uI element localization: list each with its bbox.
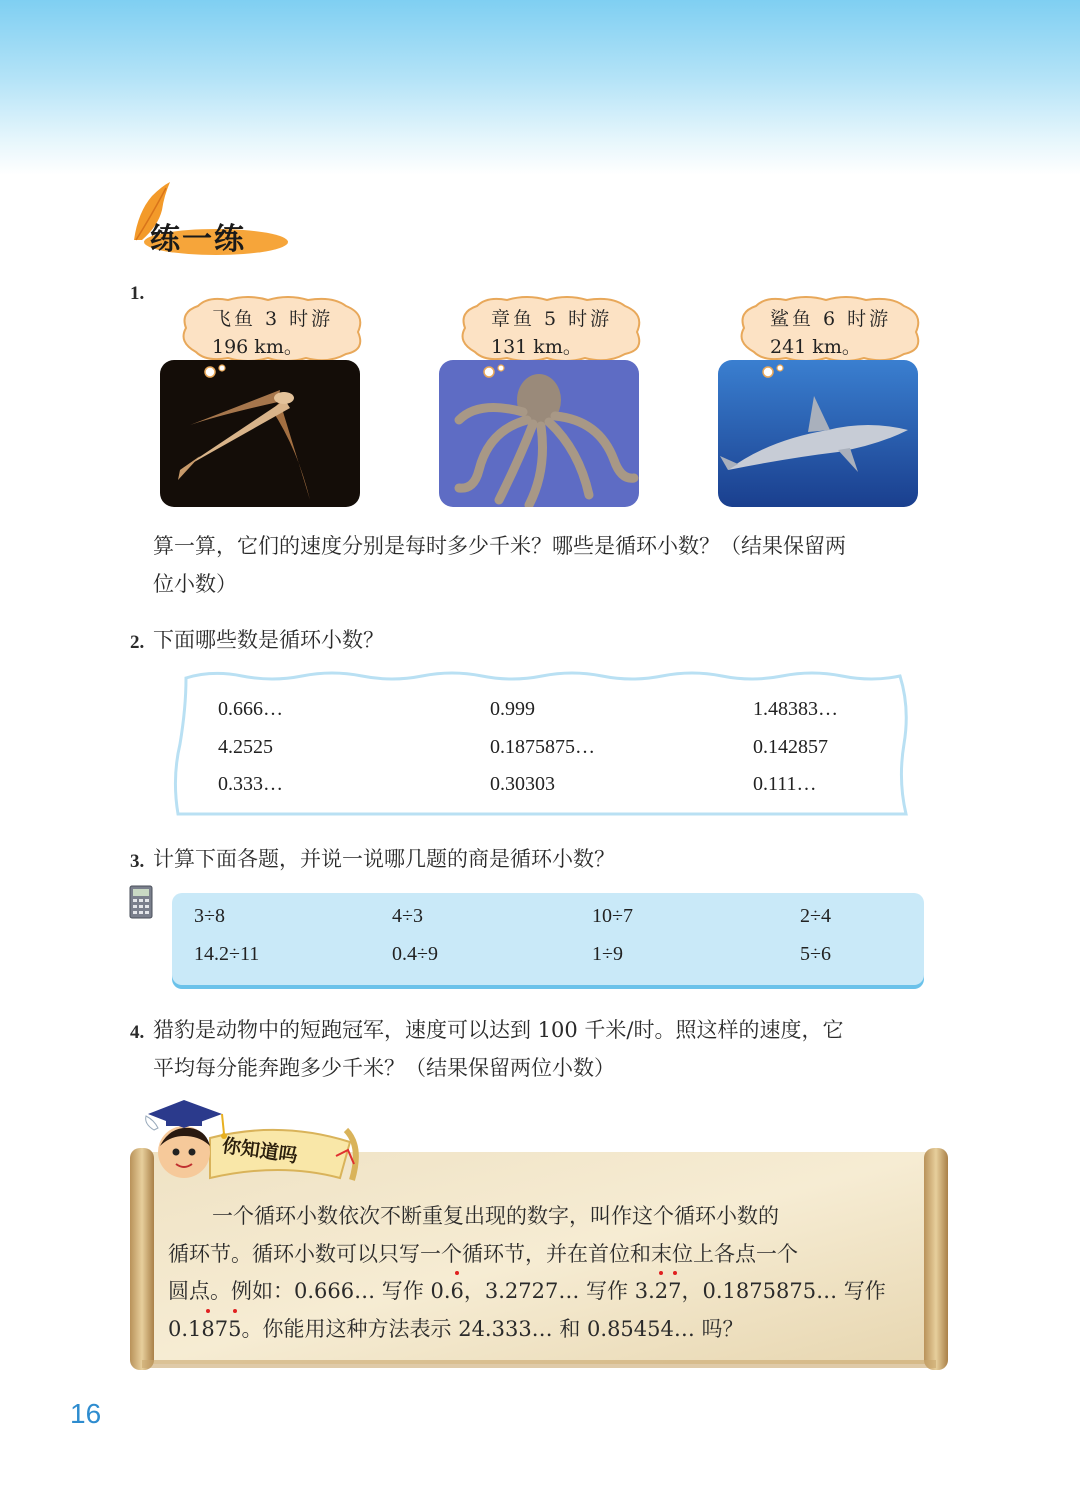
dyk-line-4-c: 。你能用这种方法表示 24.333… 和 0.85454… 吗？ (241, 1316, 744, 1341)
did-you-know-text (168, 1198, 913, 1348)
dyk-line-3-b: ，3.2727… 写作 3. (463, 1279, 655, 1303)
bubble-line-1: 鲨鱼 6 时游 (770, 308, 892, 330)
shark-image (718, 360, 918, 507)
bubble-line-1: 飞鱼 3 时游 (212, 308, 334, 330)
decimal-item: 0.142857 (753, 736, 828, 758)
question-1-line-1: 算一算，它们的速度分别是每时多少千米？哪些是循环小数？（结果保留两 (153, 534, 846, 558)
dyk-line-4 (168, 1311, 913, 1349)
division-problem: 2÷4 (800, 905, 831, 927)
dyk-line-4-a: 0.1 (168, 1316, 202, 1341)
question-1-text (153, 527, 953, 603)
page-number: 16 (70, 1398, 102, 1429)
header-band (0, 0, 1080, 175)
bubble-line-1: 章鱼 5 时游 (491, 308, 613, 330)
section-title (128, 182, 293, 262)
question-1-number: 1. (130, 283, 145, 304)
question-4-line-1: 猎豹是动物中的短跑冠军，速度可以达到 100 千米/时。照这样的速度，它 (153, 1018, 844, 1042)
question-2-text: 下面哪些数是循环小数？ (153, 628, 384, 652)
calculator-icon (129, 885, 153, 919)
division-problem: 14.2÷11 (194, 943, 260, 965)
dyk-line-4-b: 7 (214, 1316, 229, 1341)
division-problem: 1÷9 (592, 943, 623, 965)
repeat-dot-digit: 7 (668, 1273, 681, 1311)
decimal-item: 0.999 (490, 698, 535, 720)
dyk-line-2: 循环节。循环小数可以只写一个循环节，并在首位和末位上各点一个 (168, 1241, 798, 1266)
animal-card-flying-fish (160, 296, 360, 526)
did-you-know-badge (140, 1090, 370, 1185)
decimal-item: 0.333… (218, 773, 283, 795)
decimal-item: 1.48383… (753, 698, 838, 720)
speech-bubble (178, 296, 368, 364)
division-problem: 10÷7 (592, 905, 633, 927)
did-you-know-label: 你知道吗 (220, 1134, 299, 1168)
repeat-dot-digit: 6 (451, 1273, 464, 1311)
repeat-dot-digit: 5 (228, 1311, 241, 1349)
speech-bubble (736, 296, 926, 364)
question-4-text (153, 1011, 953, 1087)
speech-bubble (457, 296, 647, 364)
question-4-number: 4. (130, 1022, 145, 1043)
bubble-line-2: 131 km。 (491, 336, 582, 358)
repeat-dot-digit: 8 (201, 1311, 214, 1349)
decimal-item: 0.1875875… (490, 736, 595, 758)
octopus-image (439, 360, 639, 507)
division-problems-box (172, 893, 924, 985)
decimal-list-box (172, 668, 912, 820)
bubble-line-2: 241 km。 (770, 336, 861, 358)
bubble-line-2: 196 km。 (212, 336, 303, 358)
repeat-dot-digit: 2 (655, 1273, 668, 1311)
decimal-item: 0.111… (753, 773, 817, 795)
animal-card-shark (718, 296, 918, 526)
dyk-line-1: 一个循环小数依次不断重复出现的数字，叫作这个循环小数的 (212, 1204, 779, 1228)
section-title-text: 练一练 (150, 222, 246, 257)
decimal-item: 0.666… (218, 698, 283, 720)
question-2-number: 2. (130, 632, 145, 653)
division-problem: 4÷3 (392, 905, 423, 927)
flying-fish-image (160, 360, 360, 507)
division-problem: 3÷8 (194, 905, 225, 927)
decimal-item: 4.2525 (218, 736, 273, 758)
question-3-number: 3. (130, 851, 145, 872)
division-problem: 0.4÷9 (392, 943, 438, 965)
dyk-line-3 (168, 1273, 913, 1311)
dyk-line-3-c: ，0.1875875… 写作 (681, 1279, 886, 1303)
question-1-line-2: 位小数） (153, 572, 237, 596)
decimal-item: 0.30303 (490, 773, 555, 795)
division-problem: 5÷6 (800, 943, 831, 965)
dyk-line-3-a: 圆点。例如：0.666… 写作 0. (168, 1279, 451, 1303)
question-4-line-2: 平均每分能奔跑多少千米？（结果保留两位小数） (153, 1056, 615, 1080)
animal-card-octopus (439, 296, 639, 526)
question-3-text: 计算下面各题，并说一说哪几题的商是循环小数？ (153, 847, 615, 871)
